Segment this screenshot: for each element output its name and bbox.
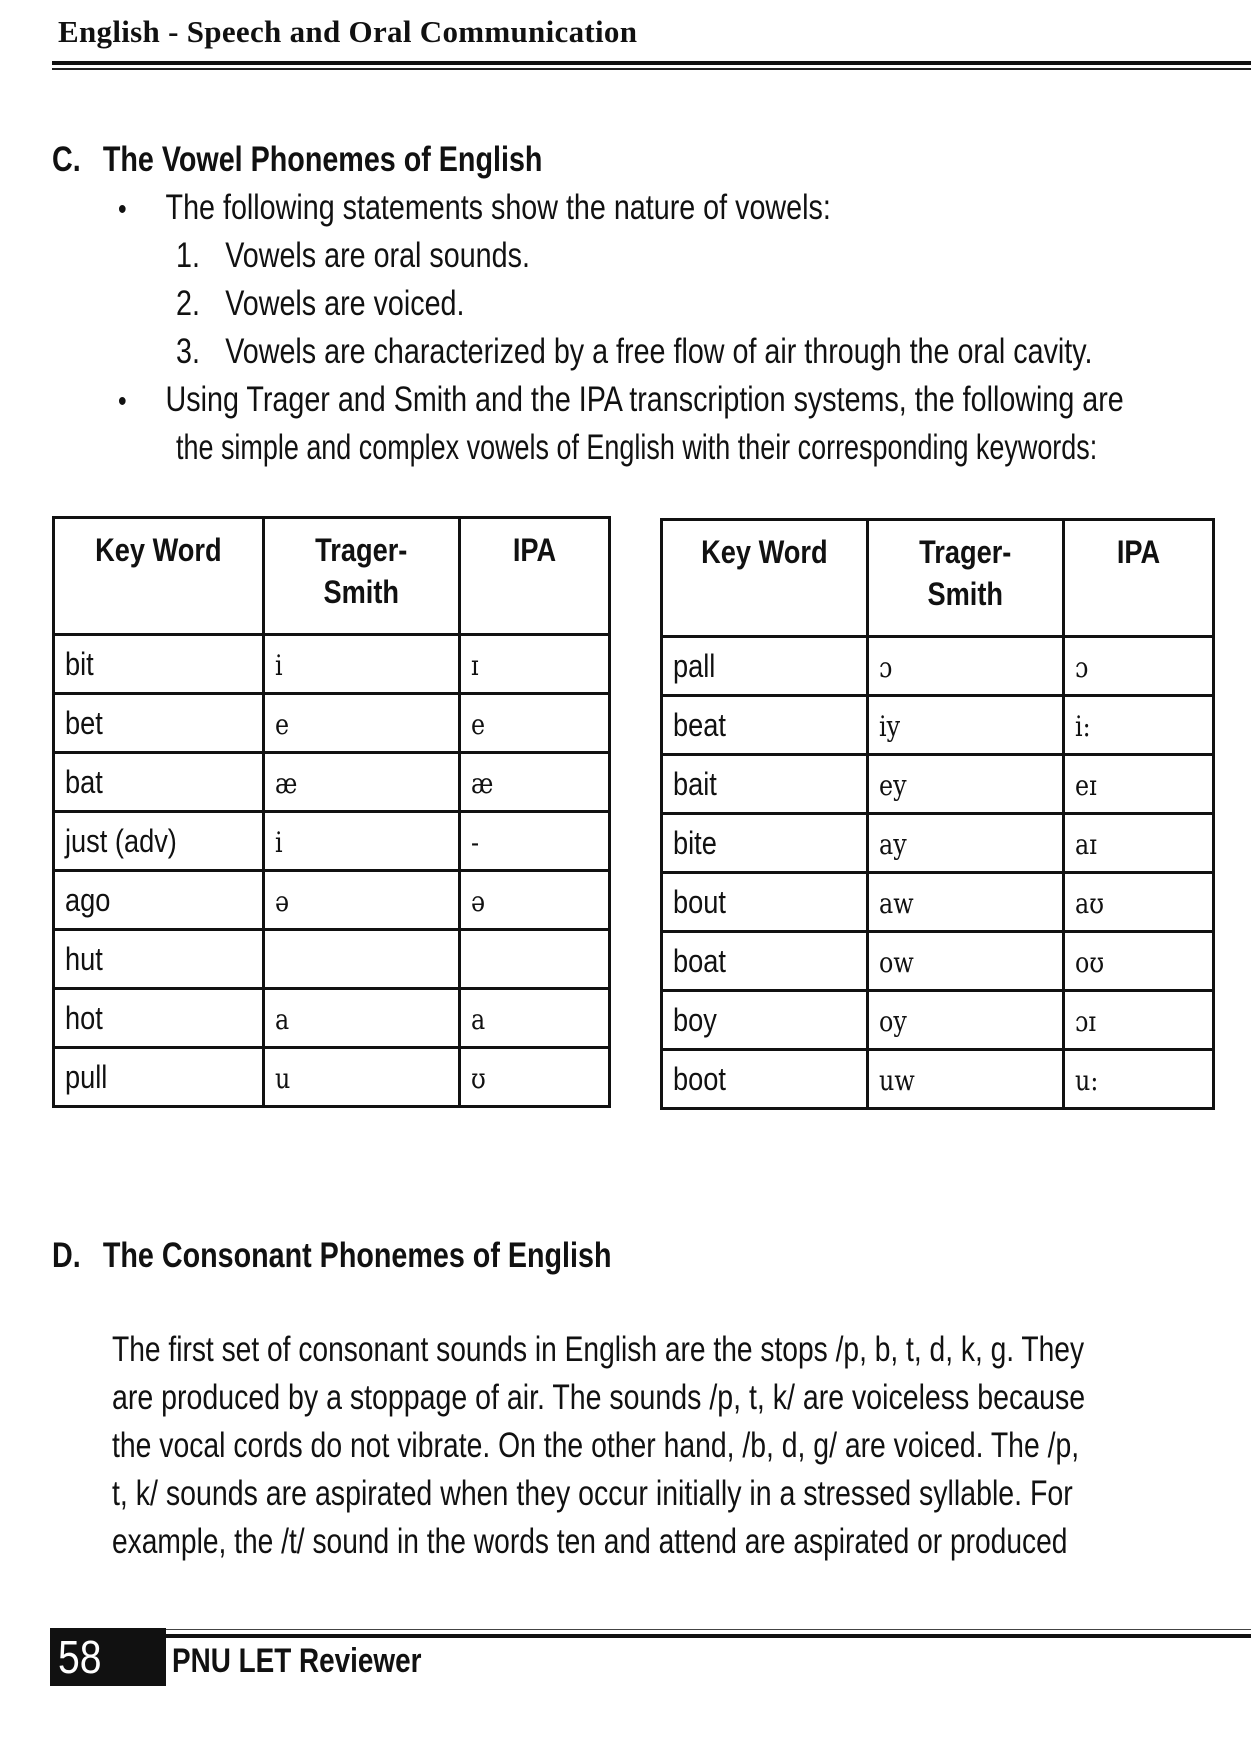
bullet-text: The following statements show the nature of vowels: <box>165 188 831 227</box>
ipa-cell: ɪ <box>460 635 610 694</box>
numbered-item <box>176 332 1092 372</box>
table-row <box>54 989 610 1048</box>
key-word-cell: bet <box>54 694 264 753</box>
key-word-cell: bat <box>54 753 264 812</box>
table-row <box>54 1048 610 1107</box>
bullet-continuation: the simple and complex vowels of English with their corresponding keywords: <box>176 428 1098 467</box>
ipa-cell: e <box>460 694 610 753</box>
paragraph-line: The first set of consonant sounds in English are the stops /p, b, t, d, k, g. They <box>112 1330 1085 1369</box>
ipa-cell: ɔ <box>1064 637 1214 696</box>
trager-smith-cell: i <box>264 812 460 871</box>
key-word-cell: pall <box>662 637 868 696</box>
item-text: Vowels are voiced. <box>225 284 465 323</box>
ipa-cell: ʊ <box>460 1048 610 1107</box>
key-word-cell: hot <box>54 989 264 1048</box>
key-word-cell: bit <box>54 635 264 694</box>
trager-smith-cell: iy <box>868 696 1064 755</box>
table-header-row <box>662 520 1214 637</box>
table-row <box>54 694 610 753</box>
trager-smith-cell: ow <box>868 932 1064 991</box>
ipa-cell: aʊ <box>1064 873 1214 932</box>
numbered-item <box>176 284 464 324</box>
footer-rule <box>162 1634 1251 1638</box>
table-row <box>54 635 610 694</box>
item-number: 2. <box>176 284 200 323</box>
paragraph-line: the vocal cords do not vibrate. On the other hand, /b, d, g/ are voiced. The /p, <box>112 1426 1080 1465</box>
ipa-cell: aɪ <box>1064 814 1214 873</box>
trager-smith-cell: oy <box>868 991 1064 1050</box>
paragraph-line: example, the /t/ sound in the words ten and attend are aspirated or produced <box>112 1522 1068 1561</box>
ipa-cell: æ <box>460 753 610 812</box>
ipa-cell: a <box>460 989 610 1048</box>
table-header-row <box>54 518 610 635</box>
simple-vowels-table <box>52 516 611 1108</box>
key-word-cell: ago <box>54 871 264 930</box>
key-word-cell: bait <box>662 755 868 814</box>
bullet-item <box>118 380 1124 420</box>
ipa-cell: i: <box>1064 696 1214 755</box>
key-word-cell: bite <box>662 814 868 873</box>
section-title: The Vowel Phonemes of English <box>102 140 543 179</box>
paragraph-line: are produced by a stoppage of air. The sounds /p, t, k/ are voiceless because <box>112 1378 1086 1417</box>
ipa-cell: - <box>460 812 610 871</box>
table-row <box>662 755 1214 814</box>
header-ipa: IPA <box>460 518 610 635</box>
trager-smith-cell: a <box>264 989 460 1048</box>
ipa-cell <box>460 930 610 989</box>
running-head: English - Speech and Oral Communication <box>58 14 638 49</box>
numbered-item <box>176 236 530 276</box>
table-row <box>54 812 610 871</box>
trager-smith-cell: ay <box>868 814 1064 873</box>
trager-smith-cell: ə <box>264 871 460 930</box>
header-trager-smith: Trager- Smith <box>264 518 460 635</box>
bullet-icon: • <box>118 193 127 226</box>
ipa-cell: oʊ <box>1064 932 1214 991</box>
trager-smith-cell: e <box>264 694 460 753</box>
footer-title: PNU LET Reviewer <box>172 1642 422 1680</box>
section-title: The Consonant Phonemes of English <box>102 1236 612 1275</box>
table-row <box>662 932 1214 991</box>
table-row <box>662 696 1214 755</box>
section-c-heading <box>52 140 542 180</box>
key-word-cell: boot <box>662 1050 868 1109</box>
table-row <box>54 930 610 989</box>
item-number: 1. <box>176 236 200 275</box>
key-word-cell: hut <box>54 930 264 989</box>
header-ipa: IPA <box>1064 520 1214 637</box>
item-number: 3. <box>176 332 200 371</box>
trager-smith-cell: uw <box>868 1050 1064 1109</box>
key-word-cell: beat <box>662 696 868 755</box>
table-row <box>662 637 1214 696</box>
ipa-cell: u: <box>1064 1050 1214 1109</box>
bullet-text-line: Using Trager and Smith and the IPA transcription systems, the following are <box>165 380 1124 419</box>
table-row <box>662 1050 1214 1109</box>
bullet-icon: • <box>118 385 127 418</box>
key-word-cell: boy <box>662 991 868 1050</box>
item-text: Vowels are characterized by a free flow of air through the oral cavity. <box>225 332 1093 371</box>
complex-vowels-table <box>660 518 1215 1110</box>
trager-smith-cell: ey <box>868 755 1064 814</box>
ipa-cell: ɔɪ <box>1064 991 1214 1050</box>
trager-smith-cell: ɔ <box>868 637 1064 696</box>
ipa-cell: ə <box>460 871 610 930</box>
header-rule-thin <box>52 68 1251 70</box>
trager-smith-cell: i <box>264 635 460 694</box>
bullet-item <box>118 188 831 228</box>
key-word-cell: bout <box>662 873 868 932</box>
trager-smith-cell: æ <box>264 753 460 812</box>
trager-smith-cell <box>264 930 460 989</box>
header-key-word: Key Word <box>54 518 264 635</box>
section-letter: C. <box>52 140 81 179</box>
section-letter: D. <box>52 1236 81 1275</box>
header-key-word: Key Word <box>662 520 868 637</box>
paragraph-line: t, k/ sounds are aspirated when they occur initially in a stressed syllable. For <box>112 1474 1073 1513</box>
page-number: 58 <box>58 1631 102 1683</box>
page-number-badge <box>50 1628 166 1686</box>
footer-rule-thin <box>162 1629 1251 1630</box>
trager-smith-cell: aw <box>868 873 1064 932</box>
table-row <box>662 991 1214 1050</box>
header-rule <box>52 61 1251 65</box>
table-row <box>54 753 610 812</box>
trager-smith-cell: u <box>264 1048 460 1107</box>
key-word-cell: boat <box>662 932 868 991</box>
table-row <box>662 873 1214 932</box>
header-trager-smith: Trager- Smith <box>868 520 1064 637</box>
key-word-cell: pull <box>54 1048 264 1107</box>
table-row <box>662 814 1214 873</box>
table-row <box>54 871 610 930</box>
ipa-cell: eɪ <box>1064 755 1214 814</box>
item-text: Vowels are oral sounds. <box>225 236 530 275</box>
section-d-heading <box>52 1236 611 1276</box>
key-word-cell: just (adv) <box>54 812 264 871</box>
